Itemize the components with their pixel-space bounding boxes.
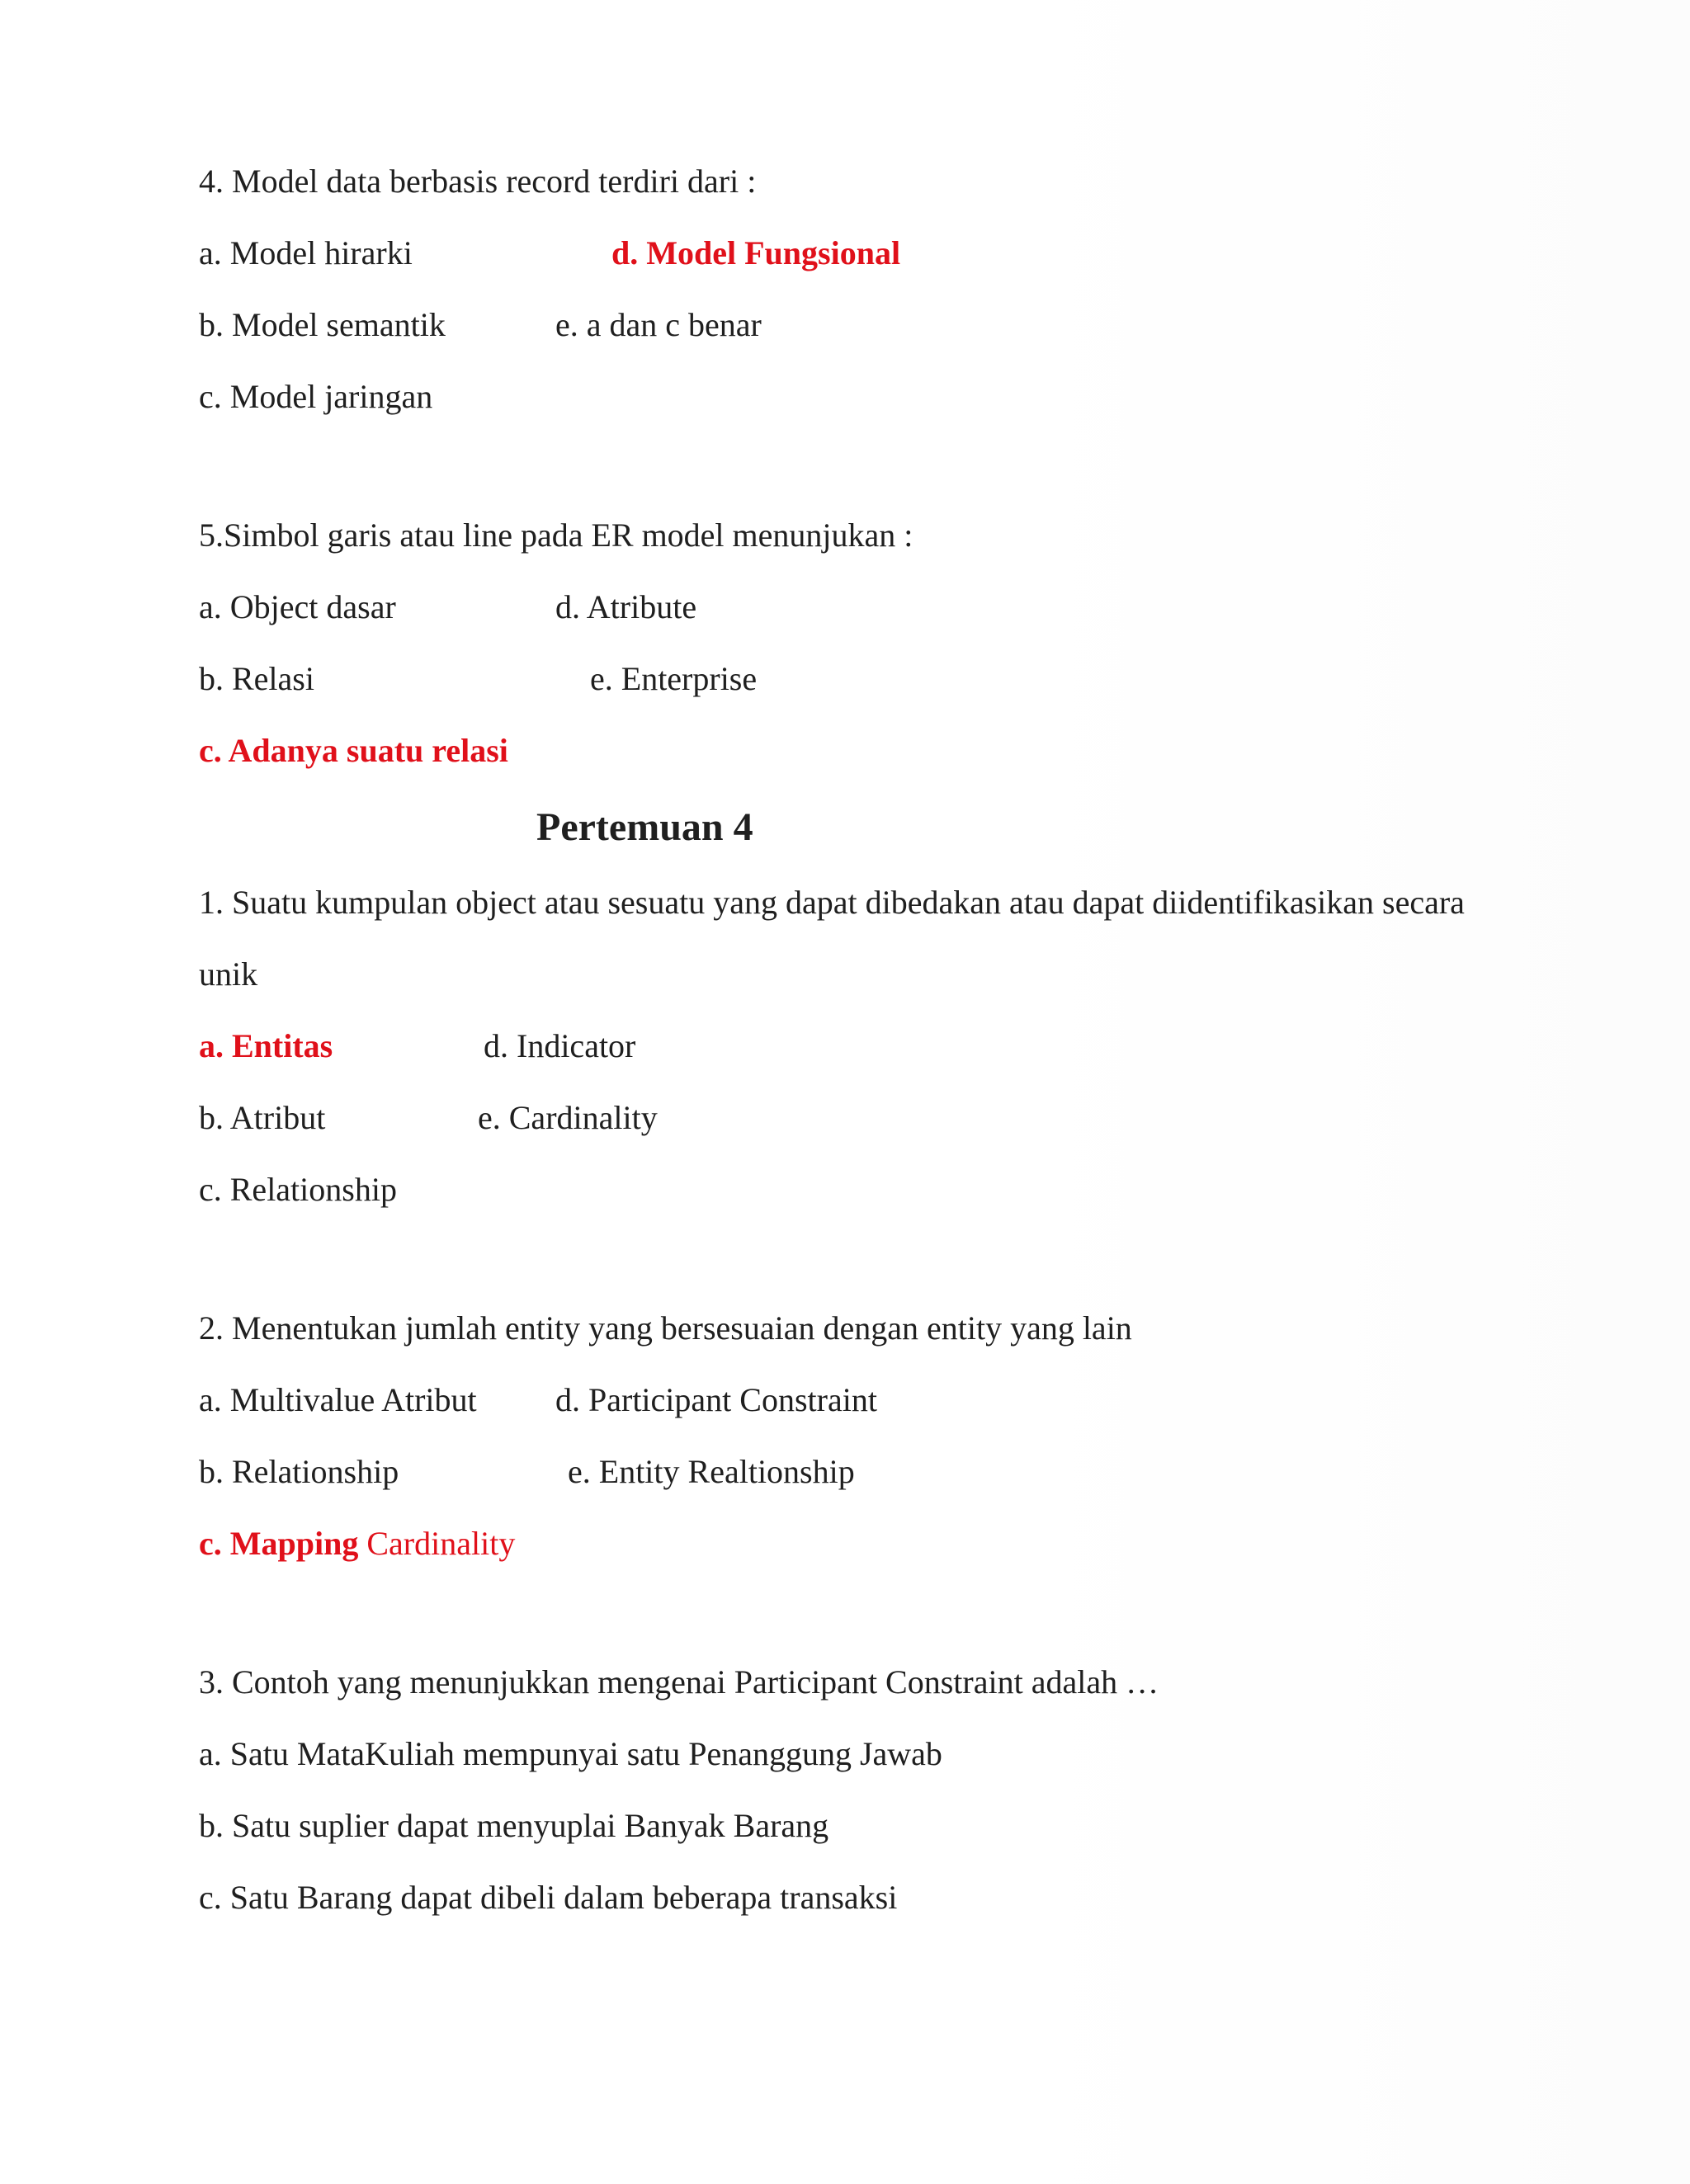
q5-option-a: a. Object dasar <box>199 588 396 625</box>
p4q3-question: 3. Contoh yang menunjukkan mengenai Participant Constraint adalah … <box>199 1663 1159 1701</box>
p4q2-option-d: d. Participant Constraint <box>555 1381 877 1418</box>
p4q2-option-b: b. Relationship <box>199 1453 399 1490</box>
q4-question: 4. Model data berbasis record terdiri dari : <box>199 163 757 200</box>
q4-option-a: a. Model hirarki <box>199 234 413 271</box>
p4q2-question: 2. Menentukan jumlah entity yang bersesuaian dengan entity yang lain <box>199 1309 1132 1347</box>
q5-option-c-answer: c. Adanya suatu relasi <box>199 732 508 769</box>
p4q1-question-line1: 1. Suatu kumpulan object atau sesuatu yang dapat dibedakan atau dapat diidentifikasikan secara <box>199 884 1465 921</box>
q4-option-e: e. a dan c benar <box>555 306 762 343</box>
q5-option-e: e. Enterprise <box>590 660 758 697</box>
p4q2-option-a: a. Multivalue Atribut <box>199 1381 477 1418</box>
p4q2-option-c-rest: Cardinality <box>358 1525 516 1562</box>
section-heading: Pertemuan 4 <box>536 805 753 849</box>
p4q3-option-c: c. Satu Barang dapat dibeli dalam beberapa transaksi <box>199 1879 898 1916</box>
p4q2-option-c-answer <box>199 1524 515 1564</box>
p4q1-option-d: d. Indicator <box>484 1027 636 1064</box>
p4q1-option-b: b. Atribut <box>199 1099 326 1136</box>
q5-option-b: b. Relasi <box>199 660 314 697</box>
p4q3-option-a: a. Satu MataKuliah mempunyai satu Penanggung Jawab <box>199 1735 942 1772</box>
p4q2-option-e: e. Entity Realtionship <box>568 1453 855 1490</box>
p4q2-option-c-bold: c. Mapping <box>199 1525 359 1562</box>
q5-option-d: d. Atribute <box>555 588 697 625</box>
q4-option-b: b. Model semantik <box>199 306 446 343</box>
q4-option-c: c. Model jaringan <box>199 378 433 415</box>
p4q1-option-a-answer: a. Entitas <box>199 1027 333 1064</box>
p4q3-option-b: b. Satu suplier dapat menyuplai Banyak Barang <box>199 1807 829 1844</box>
p4q1-option-e: e. Cardinality <box>478 1099 658 1136</box>
q4-option-d-answer: d. Model Fungsional <box>611 234 901 271</box>
q5-question: 5.Simbol garis atau line pada ER model menunjukan : <box>199 517 913 554</box>
p4q1-question-line2: unik <box>199 955 258 993</box>
p4q1-option-c: c. Relationship <box>199 1171 397 1208</box>
